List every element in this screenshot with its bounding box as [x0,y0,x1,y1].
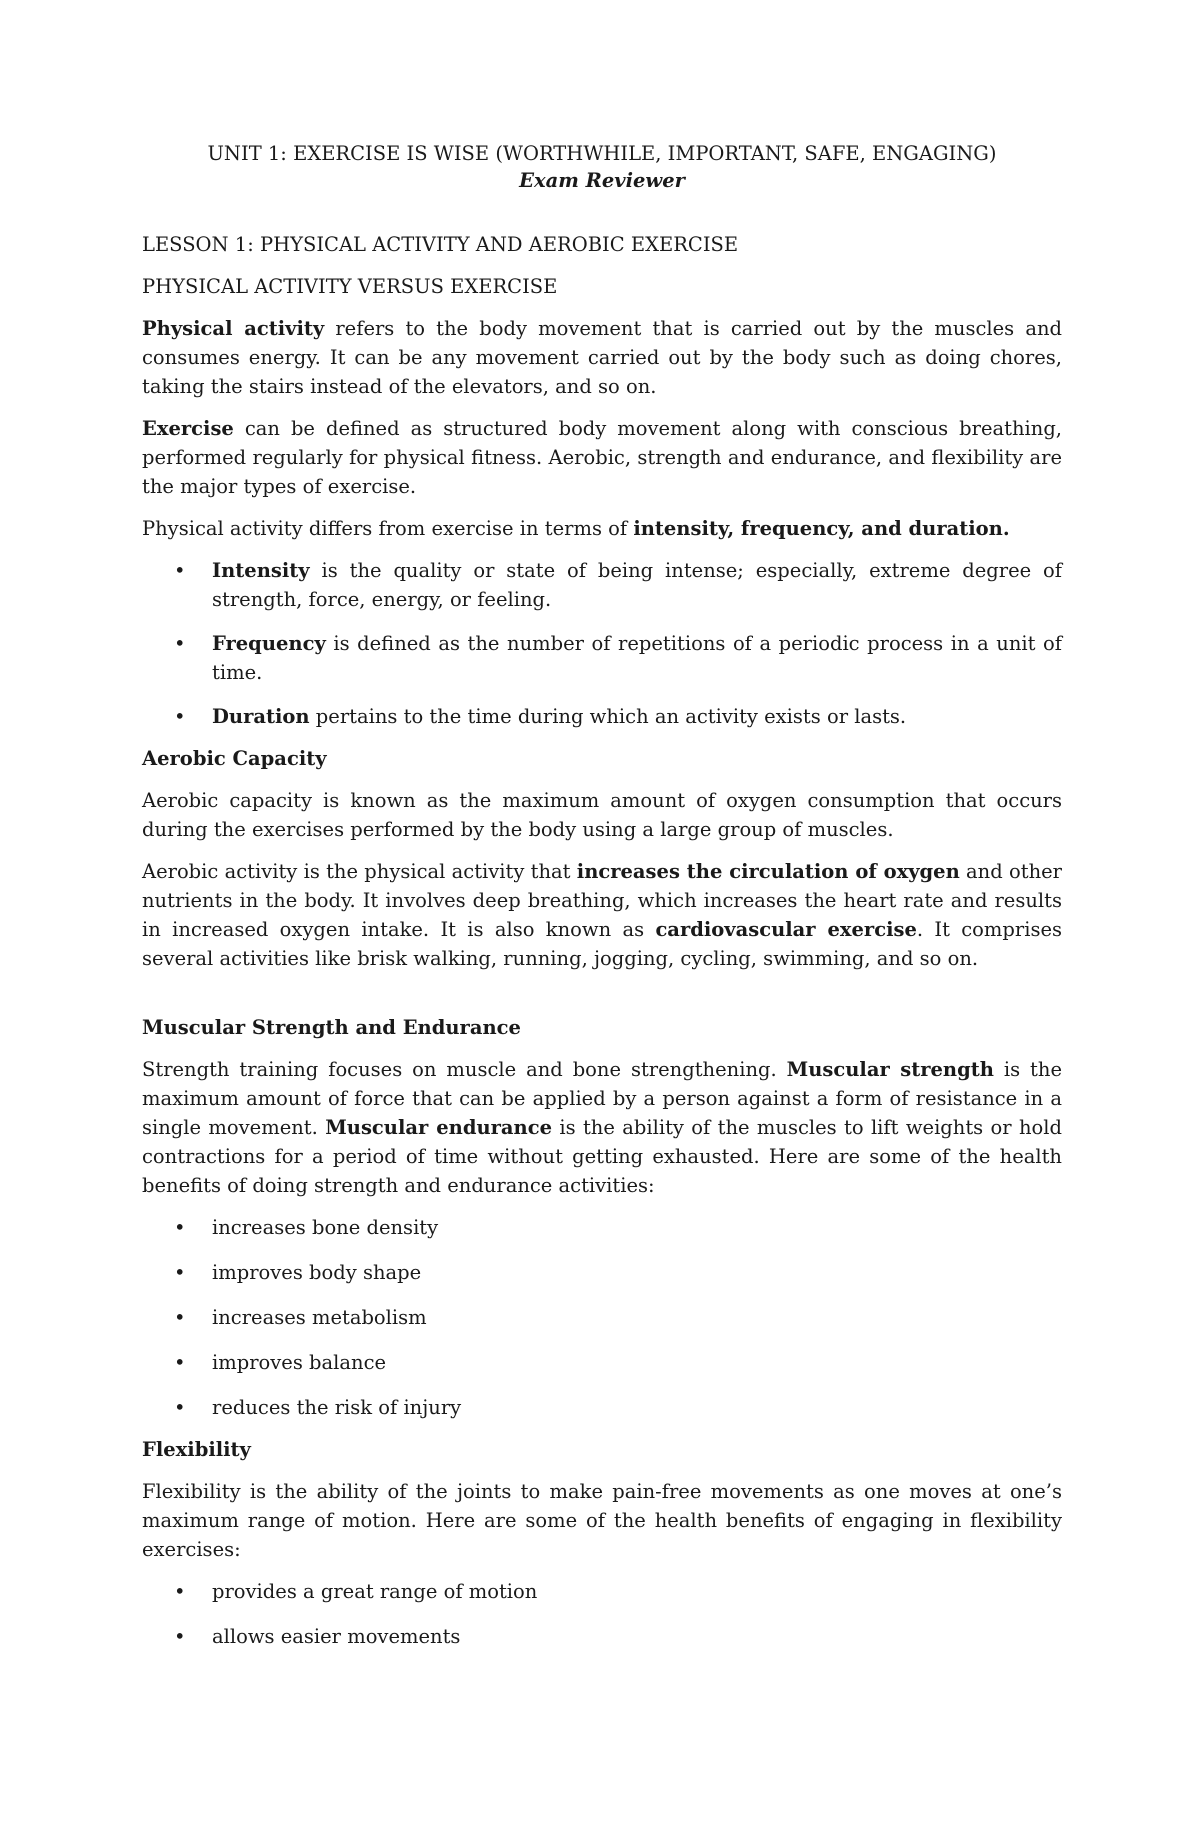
list-item [142,1258,1062,1287]
bullet-icon: • [174,559,186,582]
bullet-icon: • [174,1396,186,1419]
flexibility-benefits-list [142,1577,1062,1651]
bullet-icon: • [174,632,186,655]
term-muscular-endurance: Muscular endurance [325,1116,553,1139]
bullet-icon: • [174,705,186,728]
list-item [142,1577,1062,1606]
term-muscular-strength: Muscular strength [786,1058,994,1081]
muscular-benefits-list [142,1213,1062,1422]
list-item-intensity [142,556,1062,614]
paragraph-muscular [142,1055,1062,1200]
paragraph-exercise [142,414,1062,501]
bullet-icon: • [174,1580,186,1603]
paragraph-aerobic-activity [142,857,1062,973]
term-frequency: Frequency [212,632,326,655]
term-physical-activity: Physical activity [142,317,325,340]
differs-text: Physical activity differs from exercise in terms of [142,517,634,540]
benefit-text: increases metabolism [212,1306,427,1329]
bullet-icon: • [174,1216,186,1239]
list-item [142,1213,1062,1242]
list-item [142,1348,1062,1377]
bullet-icon: • [174,1306,186,1329]
definition-physical-activity: refers to the body movement that is carried out by the muscles and consumes energy. It can be any movement carried out by the body such as doing chores, taking the stairs instead of the elevators, and so on. [142,317,1063,398]
definition-duration: pertains to the time during which an activity exists or lasts. [309,705,907,728]
definition-frequency: is defined as the number of repetitions of a periodic process in a unit of time. [212,632,1062,684]
document-title: UNIT 1: EXERCISE IS WISE (WORTHWHILE, IMPORTANT, SAFE, ENGAGING) [207,142,997,165]
aerobic-text-c: and other nutrients in the body. It involves deep breathing, which increases the heart rate and results in increased oxygen intake. It is also known as [142,860,1062,941]
muscular-text-a: Strength training focuses on muscle and bone strengthening. [142,1058,787,1081]
muscular-text-c: is the maximum amount of force that can be applied by a person against a form of resistance in a single movement. [142,1058,1062,1139]
list-item [142,1622,1062,1651]
bullet-icon: • [174,1625,186,1648]
benefit-text: reduces the risk of injury [212,1396,462,1419]
benefit-text: increases bone density [212,1216,439,1239]
section-heading-aerobic-capacity: Aerobic Capacity [142,747,327,770]
term-exercise: Exercise [142,417,234,440]
term-intensity: Intensity [212,559,310,582]
benefit-text: improves body shape [212,1261,422,1284]
list-item-duration [142,702,1062,731]
list-item-frequency [142,629,1062,687]
aerobic-text-e: . It comprises several activities like brisk walking, running, jogging, cycling, swimming, and so on. [142,918,1062,970]
term-duration: Duration [212,705,310,728]
benefit-text: improves balance [212,1351,387,1374]
document-page [142,140,1062,1651]
paragraph-differs [142,514,1062,543]
paragraph-physical-activity [142,314,1062,401]
list-item [142,1393,1062,1422]
terms-list [142,556,1062,731]
differs-bold: intensity, frequency, and duration. [633,517,1010,540]
aerobic-bold-circulation: increases the circulation of oxygen [576,860,960,883]
bullet-icon: • [174,1351,186,1374]
section-heading-activity-vs-exercise: PHYSICAL ACTIVITY VERSUS EXERCISE [142,275,558,298]
list-item [142,1303,1062,1332]
benefit-text: allows easier movements [212,1625,461,1648]
benefit-text: provides a great range of motion [212,1580,538,1603]
lesson-title: LESSON 1: PHYSICAL ACTIVITY AND AEROBIC EXERCISE [142,233,739,256]
section-heading-muscular: Muscular Strength and Endurance [142,1016,521,1039]
paragraph-flexibility: Flexibility is the ability of the joints to make pain-free movements as one moves at one’s maximum range of motion. Here are some of the health benefits of engaging in flexibility exercises: [142,1480,1062,1561]
muscular-text-e: is the ability of the muscles to lift weights or hold contractions for a period of time without getting exhausted. Here are some of the health benefits of doing strength and endurance activities: [142,1116,1062,1197]
definition-intensity: is the quality or state of being intense; especially, extreme degree of strength, force, energy, or feeling. [212,559,1062,611]
bullet-icon: • [174,1261,186,1284]
definition-exercise: can be defined as structured body movement along with conscious breathing, performed regularly for physical fitness. Aerobic, strength and endurance, and flexibility are the major types of exercise. [142,417,1062,498]
aerobic-bold-cardiovascular: cardiovascular exercise [655,918,917,941]
section-heading-flexibility: Flexibility [142,1438,251,1461]
paragraph-aerobic-capacity: Aerobic capacity is known as the maximum amount of oxygen consumption that occurs during the exercises performed by the body using a large group of muscles. [142,789,1062,841]
document-subtitle: Exam Reviewer [519,169,685,192]
aerobic-text-a: Aerobic activity is the physical activity that [142,860,577,883]
